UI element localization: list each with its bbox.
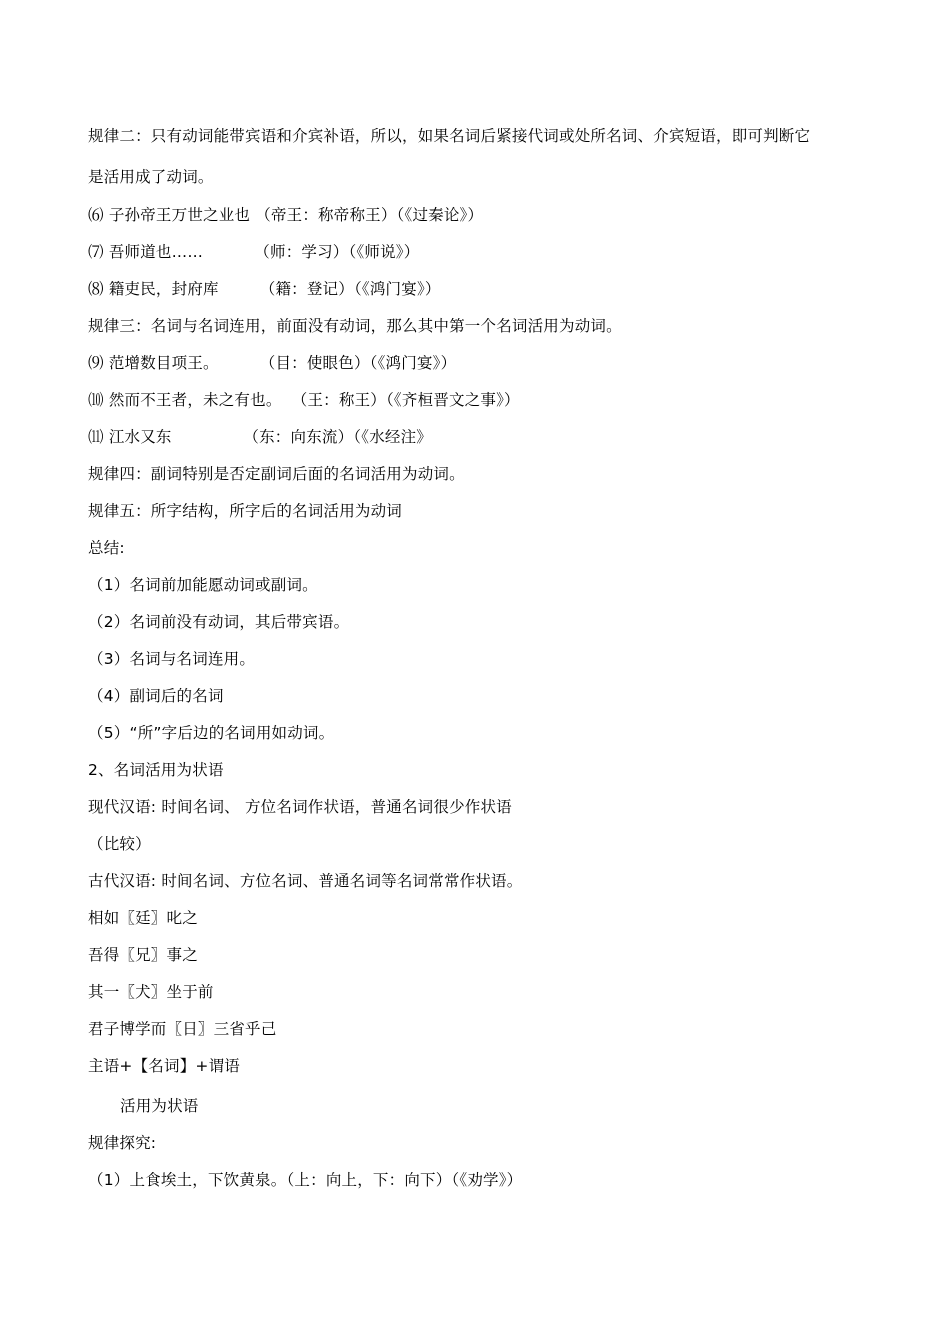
formula-caption: 活用为状语 xyxy=(120,1097,199,1115)
summary-item-5: （5）“所”字后边的名词用如动词。 xyxy=(88,724,335,742)
example-11: ⑾ 江水又东 （东：向东流）（《水经注》 xyxy=(88,428,433,446)
section-heading-2: 2、名词活用为状语 xyxy=(88,761,224,779)
exploration-item-1: （1）上食埃土，下饮黄泉。（上：向上，下：向下）（《劝学》） xyxy=(88,1171,523,1189)
summary-heading: 总结: xyxy=(88,539,125,557)
modern-chinese-note: 现代汉语: 时间名词、 方位名词作状语，普通名词很少作状语 xyxy=(88,798,512,816)
example-10: ⑽ 然而不王者，未之有也。 （王：称王）（《齐桓晋文之事》） xyxy=(88,391,520,409)
example-ting: 相如〖廷〗叱之 xyxy=(88,909,198,927)
formula-line: 主语+【名词】+谓语 xyxy=(88,1057,240,1075)
summary-item-4: （4）副词后的名词 xyxy=(88,687,224,705)
example-8: ⑻ 籍吏民，封府库 （籍：登记）（《鸿门宴》） xyxy=(88,280,441,298)
compare-note: （比较） xyxy=(88,835,151,853)
example-9: ⑼ 范增数目项王。 （目：使眼色）（《鸿门宴》） xyxy=(88,354,457,372)
rule-two-line-1: 规律二：只有动词能带宾语和介宾补语，所以，如果名词后紧接代词或处所名词、介宾短语，即可判断它 xyxy=(88,127,811,145)
summary-item-3: （3）名词与名词连用。 xyxy=(88,650,256,668)
rule-two-line-2: 是活用成了动词。 xyxy=(88,168,214,186)
example-ri: 君子博学而〖日〗三省乎己 xyxy=(88,1020,277,1038)
classical-chinese-note: 古代汉语: 时间名词、方位名词、普通名词等名词常常作状语。 xyxy=(88,872,523,890)
summary-item-2: （2）名词前没有动词，其后带宾语。 xyxy=(88,613,350,631)
summary-item-1: （1）名词前加能愿动词或副词。 xyxy=(88,576,318,594)
rule-three: 规律三：名词与名词连用，前面没有动词，那么其中第一个名词活用为动词。 xyxy=(88,317,622,335)
rule-four: 规律四：副词特别是否定副词后面的名词活用为动词。 xyxy=(88,465,465,483)
example-quan: 其一〖犬〗坐于前 xyxy=(88,983,214,1001)
example-xiong: 吾得〖兄〗事之 xyxy=(88,946,198,964)
example-6: ⑹ 子孙帝王万世之业也 （帝王：称帝称王）（《过秦论》） xyxy=(88,206,484,224)
example-7: ⑺ 吾师道也…… （师：学习）（《师说》） xyxy=(88,243,420,261)
rule-five: 规律五：所字结构，所字后的名词活用为动词 xyxy=(88,502,403,520)
rule-exploration-heading: 规律探究: xyxy=(88,1134,157,1152)
